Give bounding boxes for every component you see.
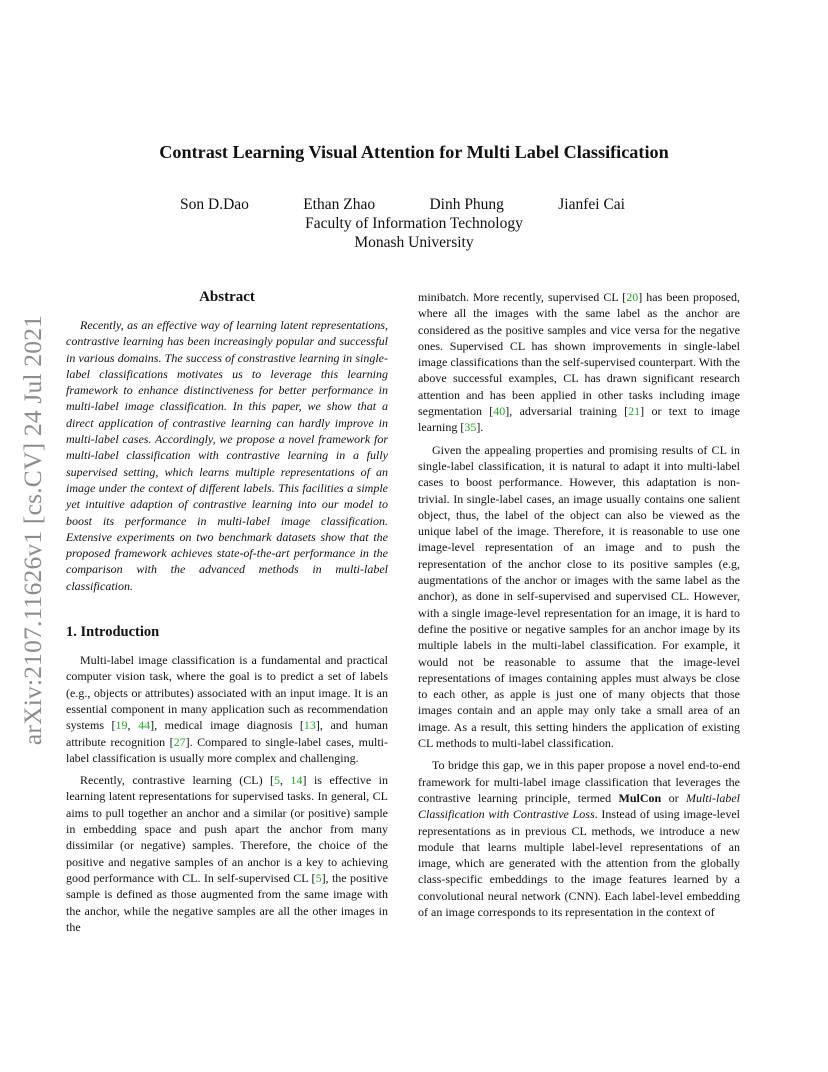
citation-link[interactable]: 5	[315, 870, 322, 885]
author-name: Jianfei Cai	[558, 196, 625, 213]
paragraph: Multi-label image classification is a fundamental and practical computer vision task, where the goal is to predict a set of labels (e.g., objects or attributes) associated with an input image. It is an essential component in many application such as recommendation systems [19, 44], medical image diagnosis [13], and human attribute recognition [27]. Compared to single-label cases, multi-label classification is usually more complex and challenging.	[66, 653, 388, 765]
abstract-heading: Abstract	[199, 289, 255, 305]
citation-link[interactable]: 27	[173, 734, 186, 749]
citation-link[interactable]: 21	[628, 404, 641, 419]
left-column	[66, 287, 388, 935]
citation-link[interactable]: 40	[493, 404, 506, 419]
citation-link[interactable]: 13	[303, 718, 316, 733]
author-name: Dinh Phung	[429, 196, 504, 213]
citation-link[interactable]: 19	[115, 718, 128, 733]
section-heading: 1. Introduction	[66, 624, 160, 641]
paragraph: Recently, contrastive learning (CL) [5, 14] is effective in learning latent representations for supervised tasks. In general, CL aims to pull together an anchor and a similar (or positive) sample in embedding space and push apart the anchor from many dissimilar (or negative) samples. Therefore, the choice of the positive and negative samples of an anchor is a key to achieving good performance with CL. In self-supervised CL [5], the positive sample is defined as those augmented from the same image with the anchor, while the negative samples are all the other images in the	[66, 773, 388, 934]
affiliation-line: Faculty of Information Technology	[305, 215, 523, 232]
author-list	[180, 195, 625, 215]
arxiv-identifier: arXiv:2107.11626v1 [cs.CV] 24 Jul 2021	[18, 314, 47, 746]
paragraph: To bridge this gap, we in this paper propose a novel end-to-end framework for multi-label image classification that leverages the contrastive learning principle, termed MulCon or Multi-label Classification with Contrastive Loss. Instead of using image-level representations as in previous CL methods, we introduce a new module that learns multiple label-level representations of an image, which are generated with the attention from the globally class-specific embeddings to the image features learned by a convolutional neural network (CNN). Each label-level embedding of an image corresponds to its representation in the context of	[418, 758, 740, 919]
author-name: Ethan Zhao	[303, 196, 376, 213]
citation-link[interactable]: 5	[274, 773, 281, 788]
citation-link[interactable]: 44	[138, 718, 151, 733]
citation-link[interactable]: 20	[626, 290, 639, 304]
citation-link[interactable]: 14	[290, 773, 303, 788]
paper-title: Contrast Learning Visual Attention for Multi Label Classification	[159, 142, 669, 162]
method-fullname: Multi-label Classification with Contrastive Loss	[418, 790, 740, 822]
affiliation-line: Monash University	[354, 234, 474, 251]
paragraph: minibatch. More recently, supervised CL [20] has been proposed, where all the images with the same label as the anchor are considered as the positive samples and vice versa for the negative ones. Supervised CL has shown improvements in single-label image classifications than the self-supervised counterpart. With the above successful examples, CL has drawn significant research attention and has been applied in other tasks including image segmentation [40], adversarial training [21] or text to image learning [35].	[418, 290, 741, 435]
method-name: MulCon	[618, 790, 662, 805]
abstract-text: Recently, as an effective way of learning latent representations, contrastive learning has been increasingly popular and successful in various domains. The success of constrastive learning in single-label classifications motivates us to leverage this learning framework to enhance distinctiveness for better performance in multi-label image classification. In this paper, we show that a direct application of contrastive learning can hardly improve in multi-label cases. Accordingly, we propose a novel framework for multi-label classification with contrastive learning in a fully supervised setting, which learns multiple representations of an image under the context of different labels. This facilities a simple yet intuitive adaption of contrastive learning into our model to boost its performance in multi-label image classification. Extensive experiments on two benchmark datasets show that the proposed framework achieves state-of-the-art performance in the comparison with the advanced methods in multi-label classification.	[66, 318, 388, 593]
right-column	[418, 289, 740, 920]
paragraph: Given the appealing properties and promising results of CL in single-label classification, it is natural to adapt it into multi-label cases to boost performance. However, this adaptation is non-trivial. In single-label cases, an image usually contains one salient object, thus, the label of the object can also be viewed as the unique label of the image. Therefore, it is reasonable to use one image-level representation of an image and to push the representation of the anchor close to its positive samples (e.g, augmentations of the anchor or images with the same label as the anchor), as done in self-supervised and supervised CL. However, with a single image-level representation for an image, it is hard to define the positive or negative samples for an anchor image by its multiple labels in the multi-label classification. For example, it would not be reasonable to assume that the image-level representations of images containing apples must always be close to each other, as apple is just one of many objects that those images contain and an apple may only take a small area of an image. As a result, this setting hinders the application of existing CL methods to multi-label classification.	[418, 442, 740, 751]
author-name: Son D.Dao	[180, 196, 249, 213]
citation-link[interactable]: 35	[464, 420, 477, 435]
